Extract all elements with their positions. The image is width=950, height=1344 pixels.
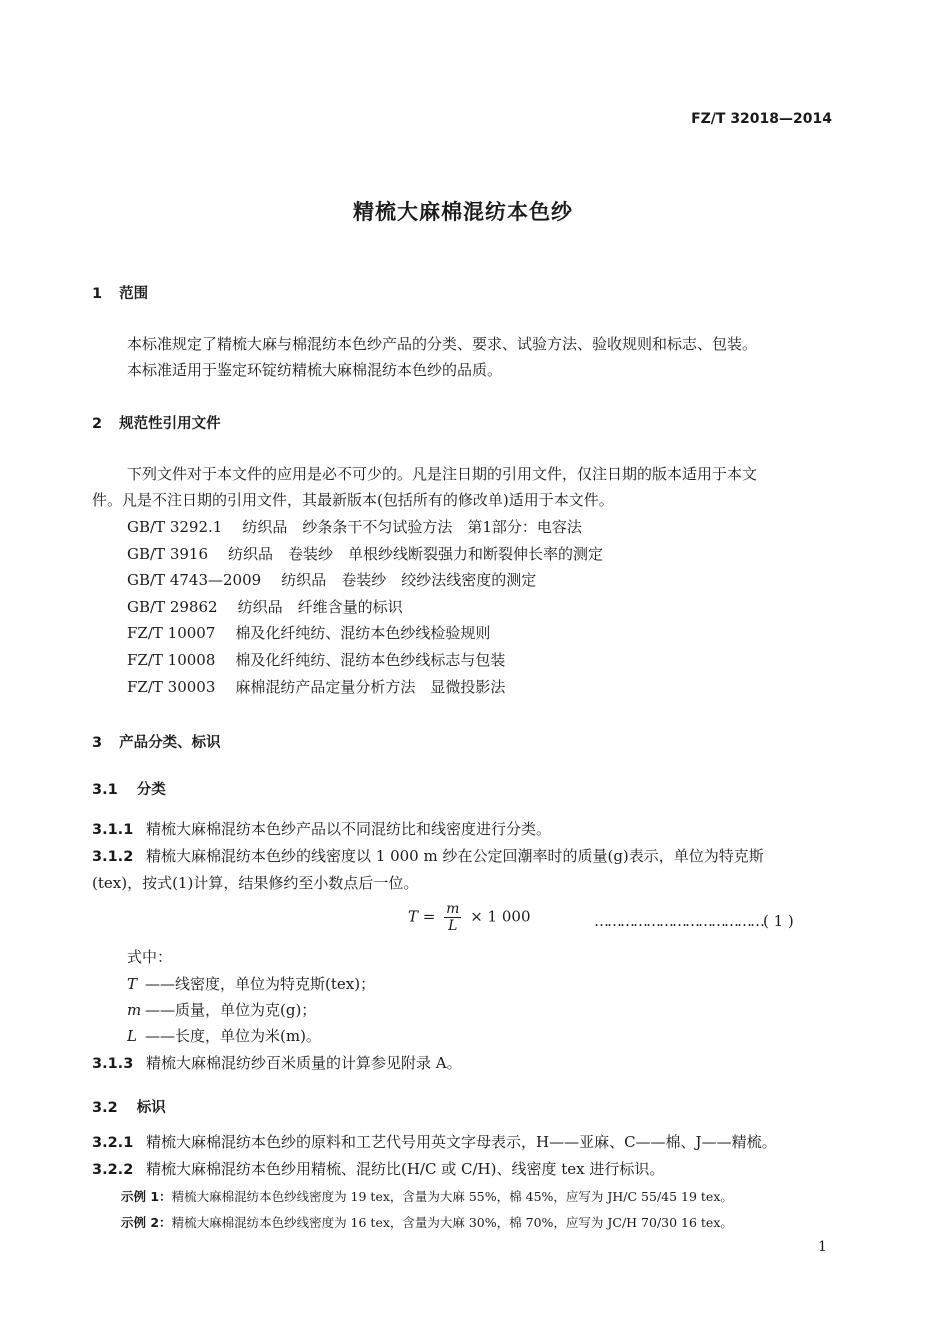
- clause-text: 精梳大麻棉混纺本色纱产品以不同混纺比和线密度进行分类。: [146, 820, 552, 838]
- formula-equals: =: [422, 907, 436, 926]
- clause-number: 3.1.1: [92, 822, 134, 838]
- formula-denominator: L: [448, 918, 458, 934]
- where-description: ——线密度，单位为特克斯(tex)；: [145, 975, 376, 993]
- section-1-number: 1: [92, 286, 103, 302]
- section-2-number: 2: [92, 416, 103, 432]
- reference-item: [127, 569, 536, 591]
- document-title: 精梳大麻棉混纺本色纱: [353, 200, 573, 224]
- standard-code: FZ/T 32018—2014: [691, 111, 832, 127]
- formula-dots: …………………………………: [594, 912, 763, 930]
- where-symbol: m: [127, 1001, 142, 1019]
- section-1-title: 范围: [119, 286, 149, 302]
- reference-code: FZ/T 10007: [127, 624, 216, 642]
- section-2-intro-line-1: 下列文件对于本文件的应用是必不可少的。凡是注日期的引用文件，仅注日期的版本适用于本文: [127, 465, 758, 483]
- clause-text: 精梳大麻棉混纺本色纱的原料和工艺代号用英文字母表示，H——亚麻、C——棉、J——精梳。: [146, 1133, 777, 1151]
- where-symbol: T: [127, 975, 138, 993]
- clause-number: 3.1.2: [92, 849, 134, 865]
- section-3-title: 产品分类、标识: [119, 735, 221, 751]
- formula-number: ( 1 ): [763, 912, 794, 930]
- reference-code: GB/T 29862: [127, 598, 218, 616]
- section-3-heading: [92, 731, 221, 752]
- section-3-1-title: 分类: [136, 782, 166, 798]
- section-3-2-title: 标识: [136, 1100, 166, 1116]
- example-label: 示例 2：: [121, 1215, 172, 1230]
- clause-3-1-2-line-2: (tex)，按式(1)计算，结果修约至小数点后一位。: [92, 874, 419, 892]
- clause-3-1-1: [92, 818, 551, 841]
- section-2-title: 规范性引用文件: [119, 416, 221, 432]
- where-label: 式中：: [127, 948, 173, 966]
- formula-leader: [594, 910, 794, 932]
- clause-number: 3.2.1: [92, 1135, 134, 1151]
- clause-3-1-3: [92, 1052, 462, 1075]
- reference-code: FZ/T 30003: [127, 678, 216, 696]
- section-3-1-heading: [92, 778, 166, 799]
- example-text: 精梳大麻棉混纺本色纱线密度为 16 tex，含量为大麻 30%，棉 70%，应写为 JC/H 70/30 16 tex。: [171, 1215, 733, 1230]
- reference-item: [127, 596, 403, 618]
- reference-name: 棉及化纤纯纺、混纺本色纱线标志与包装: [235, 651, 506, 669]
- reference-item: [127, 676, 505, 698]
- reference-item: [127, 649, 505, 671]
- section-1-para-1: 本标准规定了精梳大麻与棉混纺本色纱产品的分类、要求、试验方法、验收规则和标志、包装。: [127, 335, 758, 353]
- where-item: [127, 1025, 321, 1047]
- section-2-intro-line-2: 件。凡是不注日期的引用文件，其最新版本(包括所有的修改单)适用于本文件。: [92, 491, 614, 509]
- reference-item: [127, 543, 603, 565]
- example-label: 示例 1：: [121, 1189, 172, 1204]
- reference-name: 纺织品 纤维含量的标识: [237, 598, 403, 616]
- reference-item: [127, 622, 490, 644]
- where-description: ——长度，单位为米(m)。: [145, 1027, 321, 1045]
- reference-name: 麻棉混纺产品定量分析方法 显微投影法: [235, 678, 506, 696]
- section-3-2-heading: [92, 1096, 166, 1117]
- formula: [408, 901, 531, 934]
- page-number: 1: [818, 1239, 827, 1255]
- clause-3-2-1: [92, 1131, 777, 1154]
- formula-numerator: m: [446, 901, 460, 917]
- clause-3-1-2-line-1: [92, 845, 764, 868]
- formula-rhs: × 1 000: [470, 907, 531, 926]
- formula-fraction: [444, 901, 461, 934]
- reference-item: [127, 516, 582, 538]
- where-description: ——质量，单位为克(g)；: [145, 1001, 317, 1019]
- example-text: 精梳大麻棉混纺本色纱线密度为 19 tex，含量为大麻 55%，棉 45%，应写为 JH/C 55/45 19 tex。: [171, 1189, 733, 1204]
- clause-number: 3.1.3: [92, 1056, 134, 1072]
- section-3-1-number: 3.1: [92, 782, 118, 798]
- reference-name: 纺织品 卷装纱 单根纱线断裂强力和断裂伸长率的测定: [228, 545, 604, 563]
- section-1-para-2: 本标准适用于鉴定环锭纺精梳大麻棉混纺本色纱的品质。: [127, 361, 503, 379]
- formula-lhs: T: [408, 907, 419, 926]
- reference-name: 纺织品 纱条条干不匀试验方法 第1部分：电容法: [242, 518, 582, 536]
- section-3-number: 3: [92, 735, 103, 751]
- clause-text: 精梳大麻棉混纺本色纱的线密度以 1 000 m 纱在公定回潮率时的质量(g)表示，单位为特克斯: [146, 847, 764, 865]
- where-item: [127, 973, 375, 995]
- reference-code: FZ/T 10008: [127, 651, 216, 669]
- clause-3-2-2: [92, 1158, 664, 1181]
- example-1: [121, 1187, 733, 1205]
- reference-code: GB/T 4743—2009: [127, 571, 262, 589]
- section-1-heading: [92, 282, 148, 303]
- section-3-2-number: 3.2: [92, 1100, 118, 1116]
- clause-number: 3.2.2: [92, 1162, 134, 1178]
- clause-text: 精梳大麻棉混纺纱百米质量的计算参见附录 A。: [146, 1054, 462, 1072]
- reference-code: GB/T 3292.1: [127, 518, 223, 536]
- reference-name: 棉及化纤纯纺、混纺本色纱线检验规则: [235, 624, 491, 642]
- reference-code: GB/T 3916: [127, 545, 209, 563]
- example-2: [121, 1213, 733, 1231]
- clause-text: 精梳大麻棉混纺本色纱用精梳、混纺比(H/C 或 C/H)、线密度 tex 进行标识。: [146, 1160, 665, 1178]
- reference-name: 纺织品 卷装纱 绞纱法线密度的测定: [281, 571, 537, 589]
- where-symbol: L: [127, 1027, 137, 1045]
- where-item: [127, 999, 316, 1021]
- section-2-heading: [92, 412, 221, 433]
